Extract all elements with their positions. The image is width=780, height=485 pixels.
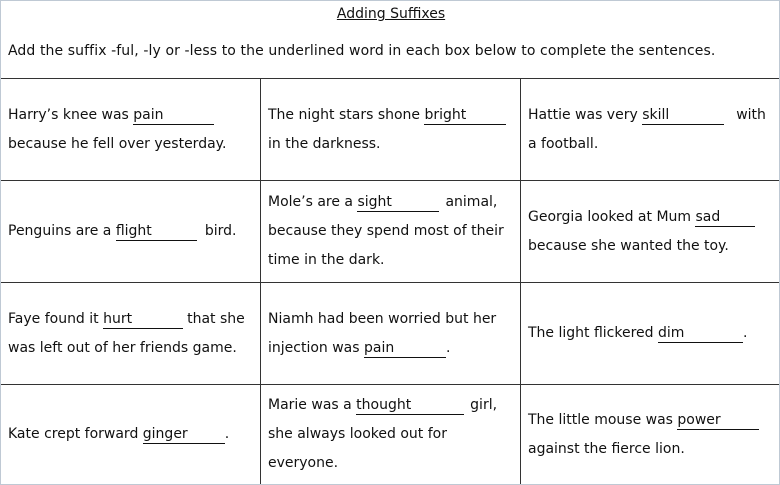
sentence-text-after: animal,: [445, 194, 498, 210]
sentence-text-before: Kate crept forward: [8, 426, 143, 442]
sentence-text-continued: because he fell over yesterday.: [8, 135, 227, 152]
sentence-text-before: Penguins are a: [8, 223, 116, 239]
sentence-grid: [1, 78, 779, 484]
sentence-text-before: The night stars shone: [268, 106, 425, 123]
sentence-text-continued: against the fierce lion.: [528, 440, 685, 457]
sentence-text-continued: a football.: [528, 135, 599, 152]
underlined-word: sad: [695, 209, 755, 227]
underlined-word: bright: [424, 107, 506, 125]
sentence-text-before: The little mouse was: [528, 411, 678, 428]
sentence-text-after: with: [736, 106, 766, 123]
sentence-cell: [261, 283, 521, 385]
underlined-word: pain: [364, 340, 446, 358]
sentence-text-continued: because they spend most of their time in the dark.: [268, 223, 504, 268]
underlined-word: ginger: [143, 426, 225, 444]
sentence-cell: [1, 79, 261, 181]
sentence-cell: [1, 283, 261, 385]
sentence-text-before: Marie was a: [268, 397, 357, 413]
sentence-text-continued: in the darkness.: [268, 135, 381, 152]
instructions: Add the suffix -ful, -ly or -less to the underlined word in each box below to complete the sentences.: [8, 43, 716, 59]
sentence-text-before: Mole’s are a: [268, 194, 358, 210]
sentence-cell: [521, 385, 779, 484]
underlined-word: dim: [658, 325, 743, 343]
underlined-word: hurt: [103, 311, 183, 329]
sentence-text-before: Niamh had been worried but her injection was: [268, 310, 497, 356]
sentence-cell: [1, 385, 261, 484]
underlined-word: pain: [133, 107, 214, 125]
sentence-text-before: The light flickered: [528, 325, 658, 341]
sentence-text-after: girl,: [470, 397, 498, 413]
sentence-cell: [521, 79, 779, 181]
sentence-text-continued: because she wanted the toy.: [528, 237, 729, 254]
sentence-cell: [261, 385, 521, 484]
sentence-text-before: Harry’s knee was: [8, 106, 134, 123]
sentence-text-after: .: [446, 339, 451, 356]
underlined-word: sight: [357, 194, 439, 212]
sentence-text-after: .: [224, 426, 230, 442]
worksheet-title: Adding Suffixes: [336, 6, 446, 22]
sentence-cell: [261, 181, 521, 283]
sentence-cell: [521, 283, 779, 385]
sentence-text-continued: was left out of her friends game.: [8, 339, 237, 356]
sentence-text-after: bird.: [204, 223, 237, 239]
sentence-text-before: Georgia looked at Mum: [528, 208, 696, 225]
underlined-word: thought: [356, 397, 464, 415]
sentence-cell: [261, 79, 521, 181]
sentence-text-after: that she: [187, 310, 245, 327]
sentence-text-continued: she always looked out for everyone.: [268, 426, 447, 471]
underlined-word: power: [677, 412, 759, 430]
sentence-text-before: Hattie was very: [528, 106, 643, 123]
sentence-cell: [521, 181, 779, 283]
underlined-word: flight: [116, 223, 197, 241]
sentence-text-after: .: [743, 325, 748, 341]
underlined-word: skill: [642, 107, 724, 125]
sentence-cell: [1, 181, 261, 283]
sentence-text-before: Faye found it: [8, 310, 104, 327]
